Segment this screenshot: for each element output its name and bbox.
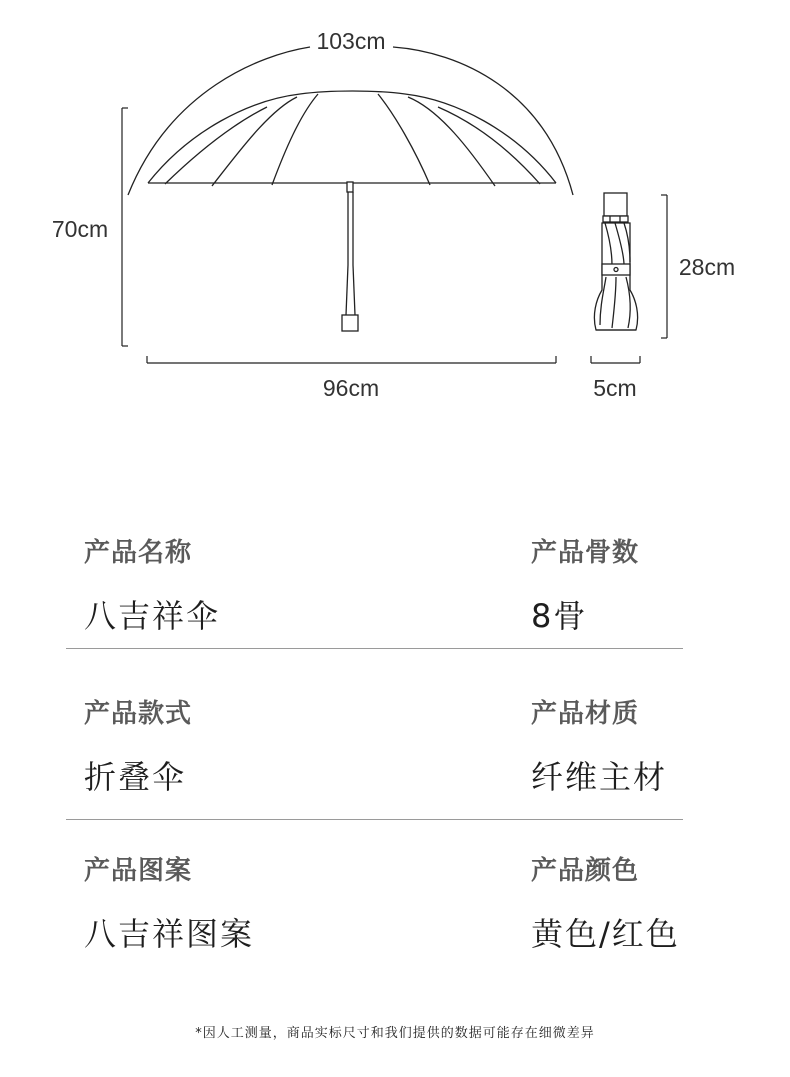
spec-item-name [84, 532, 220, 637]
height-dimension [122, 108, 128, 346]
width-label: 96cm [322, 375, 380, 401]
row-divider [66, 819, 683, 820]
height-label: 70cm [51, 216, 109, 242]
folded-width-dimension [591, 356, 640, 363]
umbrella-dimension-diagram [0, 0, 790, 420]
width-dimension [147, 356, 556, 363]
spec-value: 8骨 [531, 597, 588, 635]
spec-value: 八吉祥伞 [84, 597, 221, 635]
folded-length-label: 28cm [678, 254, 736, 280]
spec-item-ribs [531, 532, 639, 637]
measurement-disclaimer: *因人工测量，商品实标尺寸和我们提供的数据可能存在细微差异 [195, 1026, 595, 1041]
spec-value: 八吉祥图案 [84, 915, 255, 953]
row-divider [66, 648, 683, 649]
spec-value: 纤维主材 [531, 758, 668, 796]
spec-label: 产品款式 [84, 699, 193, 729]
spec-label: 产品颜色 [531, 856, 640, 886]
spec-item-style [84, 693, 192, 798]
spec-label: 产品名称 [84, 538, 193, 568]
folded-width-label: 5cm [593, 375, 637, 401]
canopy-arc-label: 103cm [316, 28, 386, 54]
spec-value: 黄色/红色 [531, 915, 680, 953]
spec-item-color [531, 850, 680, 955]
spec-label: 产品骨数 [531, 538, 640, 568]
spec-value: 折叠伞 [84, 758, 187, 796]
folded-length-dimension [661, 195, 667, 338]
spec-label: 产品材质 [531, 699, 640, 729]
spec-label: 产品图案 [84, 856, 193, 886]
canopy-arc-dimension [128, 28, 573, 195]
spec-item-material [531, 693, 667, 798]
folded-umbrella-icon [594, 193, 637, 330]
spec-item-pattern [84, 850, 254, 955]
open-umbrella-icon [148, 91, 556, 331]
